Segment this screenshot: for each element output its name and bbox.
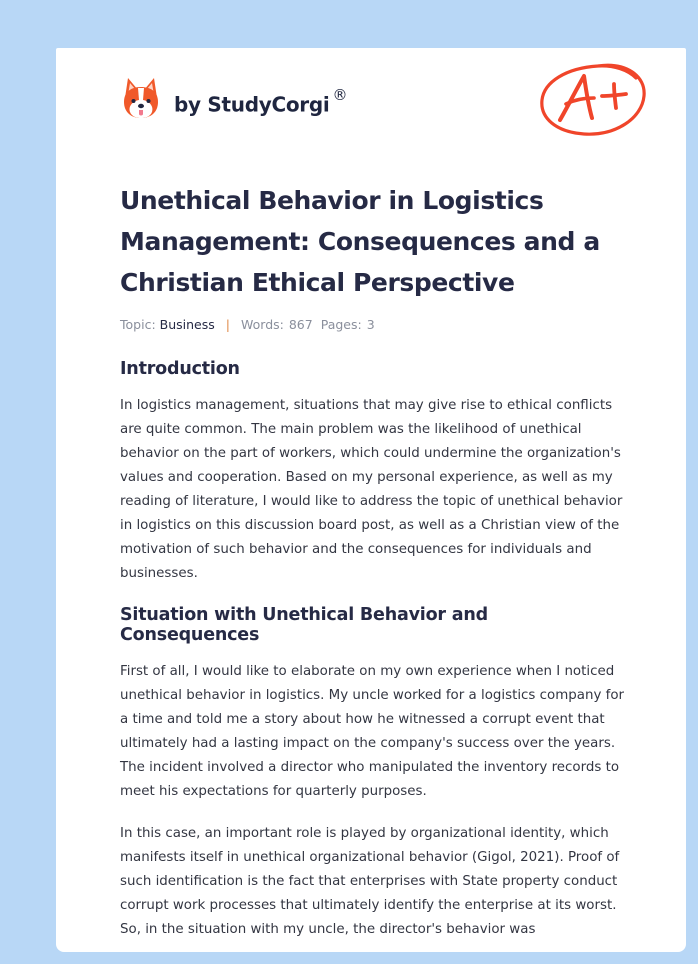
site-header <box>122 76 347 120</box>
section-heading-introduction: Introduction <box>120 359 240 379</box>
paragraph: In this case, an important role is played by organizational identity, which manifests itself in unethical organizational behavior (Gigol, 2021). Proof of such identification is the fact that enterprises with State property conduct corrupt work processes that ultimately identify the enterprise at its worst. So, in the situation with my uncle, the director's behavior was <box>120 826 620 937</box>
brand-name[interactable] <box>174 85 348 117</box>
registered-mark: ® <box>332 85 348 104</box>
article-title: Unethical Behavior in Logistics Management: Consequences and a Christian Ethical Perspective <box>120 186 600 297</box>
topic-link[interactable]: Business <box>159 317 215 332</box>
meta-separator: | <box>225 317 230 332</box>
words-count: 867 <box>288 317 313 332</box>
words-label: Words: <box>241 317 284 332</box>
paragraph: First of all, I would like to elaborate on my own experience when I noticed unethical behavior in logistics. My uncle worked for a logistics company for a time and told me a story about how he witnessed a corrupt event that ultimately had a lasting impact on the company's success over the years. The incident involved a director who manipulated the inventory records to meet his expectations for quarterly purposes. <box>120 664 625 799</box>
article <box>120 180 630 942</box>
section-heading-situation: Situation with Unethical Behavior and Consequences <box>120 605 488 645</box>
corgi-logo-icon[interactable] <box>122 76 160 120</box>
grade-badge-icon <box>538 60 648 140</box>
pages-label: Pages: <box>320 317 362 332</box>
article-meta <box>120 317 630 332</box>
topic-label: Topic: <box>120 317 156 332</box>
pages-count: 3 <box>366 317 375 332</box>
paragraph: In logistics management, situations that may give rise to ethical conflicts are quite common. The main problem was the likelihood of unethical behavior on the part of workers, which could undermine the organization's values and cooperation. Based on my personal experience, as well as my reading of literature, I would like to address the topic of unethical behavior in logistics on this discussion board post, as well as a Christian view of the motivation of such behavior and the consequences for individuals and businesses. <box>120 398 623 581</box>
brand-text: by StudyCorgi <box>174 92 330 117</box>
document-page <box>56 48 686 952</box>
